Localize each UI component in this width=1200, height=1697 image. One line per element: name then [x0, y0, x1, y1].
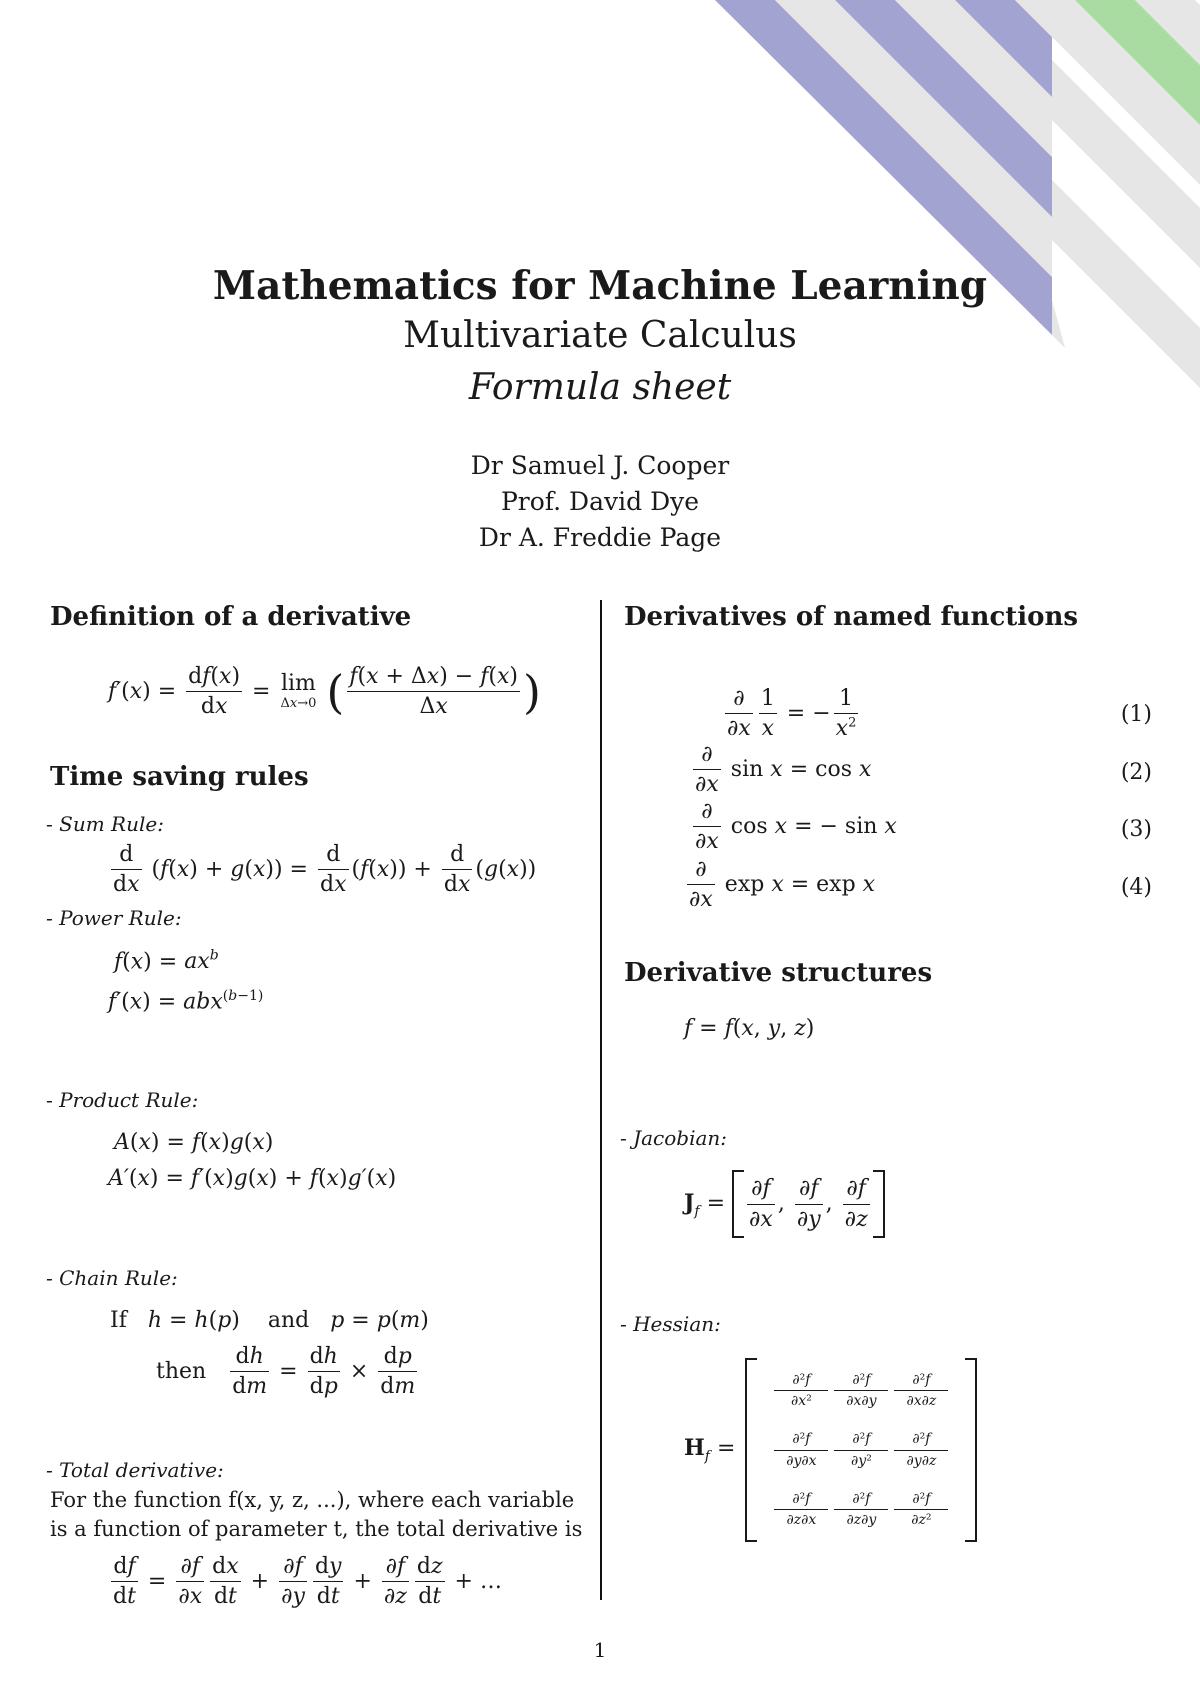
column-divider: [600, 600, 602, 1600]
named-derivative-2: $\frac{\partial}{\partial x}$ sin x = cos x: [695, 742, 872, 798]
derivative-definition-formula: f′(x) = $\frac{df(x)}{dx}$ = lim Δx→0 ( $\frac{f(x + \Delta x) - f(x)}{\Delta x}$ ): [108, 664, 541, 720]
power-rule-formula-1: $f(x) = ax^b$: [114, 948, 219, 975]
chain-rule-label: - Chain Rule:: [46, 1266, 178, 1290]
time-saving-heading: Time saving rules: [50, 762, 309, 792]
definition-heading: Definition of a derivative: [50, 602, 412, 632]
total-derivative-text-1: For the function f(x, y, z, ...), where each variable: [50, 1488, 575, 1512]
jacobian-label: - Jacobian:: [620, 1126, 728, 1150]
equation-number-2: (2): [1120, 760, 1152, 785]
product-rule-formula-1: A(x) = f(x)g(x): [114, 1130, 274, 1155]
derivative-structures-heading: Derivative structures: [624, 958, 933, 988]
document-subtitle-2: Formula sheet: [468, 367, 732, 408]
jacobian-formula: $J_f$ = $\frac{\partial f}{\partial x}$ , $\frac{\partial f}{\partial y}$ , $\frac{\partial f}{\partial z}$: [684, 1170, 885, 1238]
named-derivative-3: $\frac{\partial}{\partial x}$ cos x = − sin x: [695, 799, 897, 855]
page-number: 1: [593, 1638, 607, 1662]
sum-rule-formula: $\frac{d}{dx}$ (f(x) + g(x)) = $\frac{d}{dx}$ (f(x)) + $\frac{d}{dx}$ (g(x)): [113, 842, 537, 898]
total-derivative-label: - Total derivative:: [46, 1458, 224, 1482]
total-derivative-text-2: is a function of parameter t, the total derivative is: [50, 1517, 583, 1541]
author-3: Dr A. Freddie Page: [478, 523, 722, 552]
equation-number-4: (4): [1120, 875, 1152, 900]
equation-number-3: (3): [1120, 817, 1152, 842]
author-list: [0, 448, 1200, 556]
hessian-label: - Hessian:: [620, 1312, 721, 1336]
chain-if-text: If: [110, 1308, 127, 1333]
total-derivative-formula: $\frac{df}{dt}$ = $\frac{\partial f}{\partial x}$ $\frac{dx}{dt}$ + $\frac{\partial f}{\partial y}$ $\frac{dy}{dt}$ + $\frac{\partial f}{\partial z}$ $\frac{dz}{dt}$ + …: [113, 1554, 502, 1610]
chain-and-text: and: [267, 1308, 310, 1333]
document-subtitle: Multivariate Calculus: [403, 315, 797, 356]
author-1: Dr Samuel J. Cooper: [470, 451, 730, 480]
product-rule-formula-2: A′(x) = f′(x)g(x) + f(x)g′(x): [108, 1166, 397, 1191]
document-title: Mathematics for Machine Learning: [212, 263, 988, 309]
function-definition: f = f(x, y, z): [684, 1016, 815, 1041]
named-derivative-1: $\frac{\partial}{\partial x}$ $\frac{1}{x}$ = − $\frac{1}{x^2}$: [727, 686, 857, 742]
power-rule-label: - Power Rule:: [46, 906, 182, 930]
named-functions-heading: Derivatives of named functions: [624, 602, 1079, 632]
chain-rule-formula: then $\frac{dh}{dm}$ = $\frac{dh}{dp}$ × $\frac{dp}{dm}$: [156, 1344, 416, 1400]
power-rule-formula-2: f′(x) = abx$^{(b-1)}$: [108, 988, 264, 1015]
author-2: Prof. David Dye: [500, 487, 700, 516]
hessian-formula: $H_f$ = $\frac{\text{∂²f}}{\text{∂x²}}$ $\frac{\text{∂²f}}{\partial x\partial y}$ $\frac{\text{∂²f}}{\partial x\partial z}$ $\frac{\text{∂²f}}{\partial y\partial x}$ $\frac{\text{∂²f}}{\text{∂y²}}$ $\frac{\text{∂²f}}{\partial y\partial z}$ $\frac{\text{∂²f}}{\partial z\partial x}$ $\frac{\text{∂²f}}{\partial z\partial y}$ $\frac{\text{∂²f}}{\text{∂z²}}$: [684, 1358, 977, 1542]
named-derivative-4: $\frac{\partial}{\partial x}$ exp x = exp x: [689, 857, 876, 913]
equation-number-1: (1): [1120, 702, 1152, 727]
sum-rule-label: - Sum Rule:: [46, 812, 164, 836]
chain-rule-condition: If h = h(p) and p = p(m): [110, 1308, 429, 1333]
document-header: [0, 262, 1200, 414]
product-rule-label: - Product Rule:: [46, 1088, 199, 1112]
chain-then-text: then: [156, 1358, 207, 1384]
